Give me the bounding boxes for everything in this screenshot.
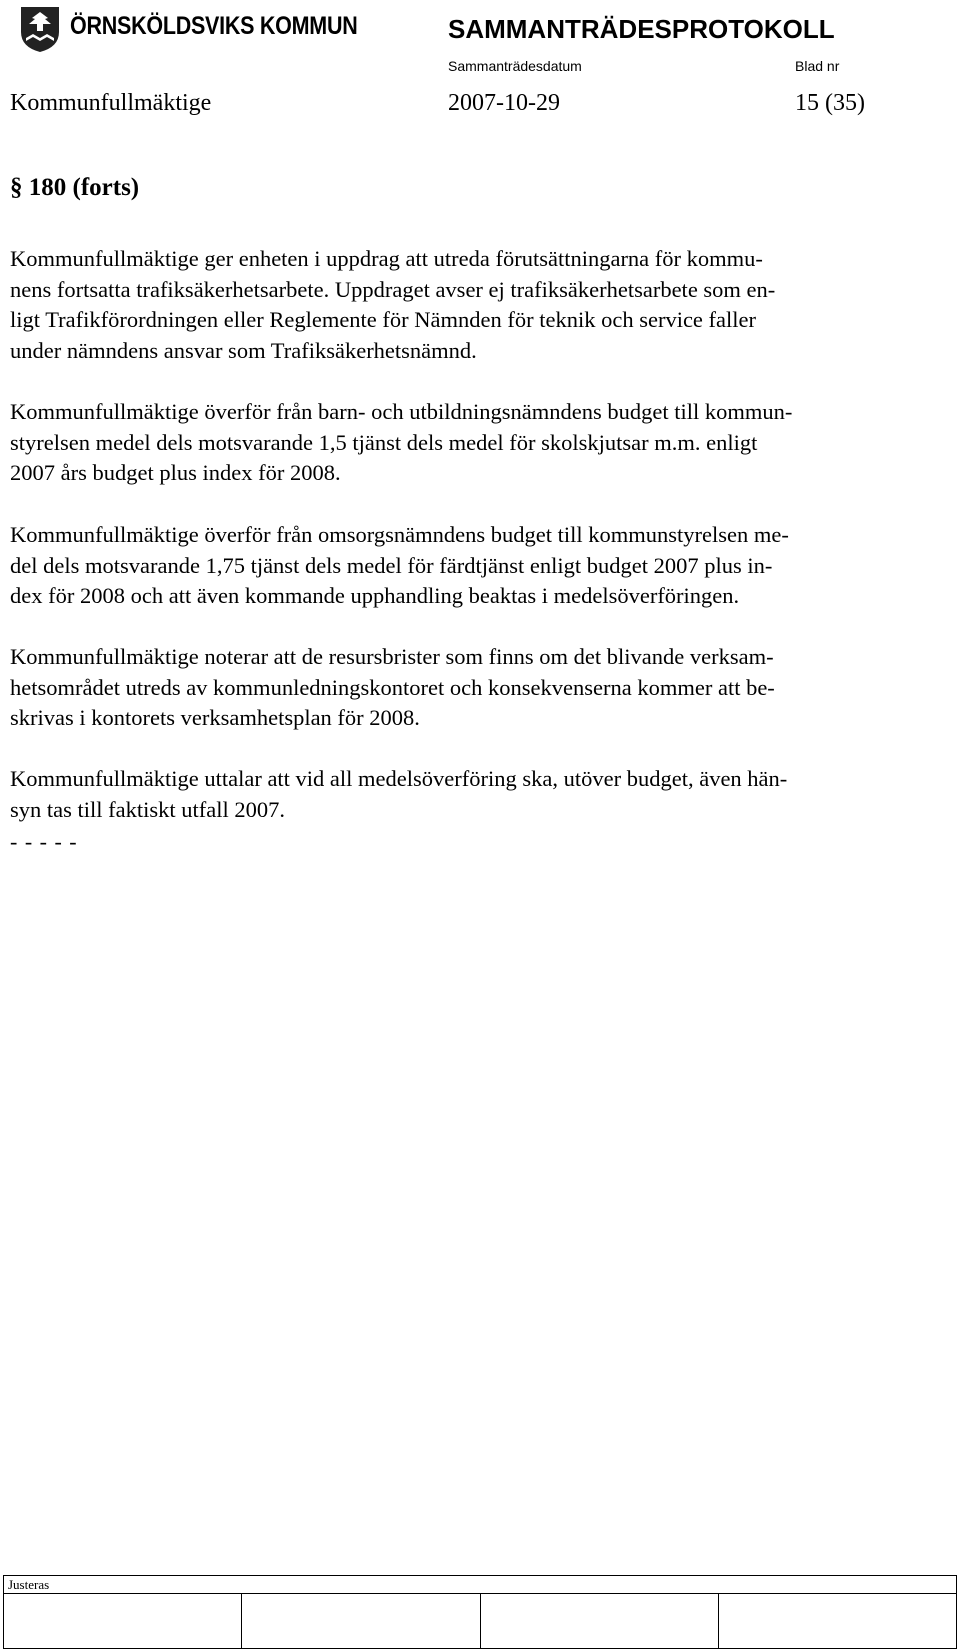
signature-cell-divider xyxy=(718,1593,719,1648)
meeting-date-label: Sammanträdesdatum xyxy=(448,58,582,74)
signature-cell-divider xyxy=(480,1593,481,1648)
text-line: Kommunfullmäktige uttalar att vid all medelsöverföring ska, utöver budget, även hän- xyxy=(10,766,788,791)
paragraph xyxy=(10,520,940,612)
text-line: hetsområdet utreds av kommunledningskontoret och konsekvenserna kommer att be- xyxy=(10,674,775,700)
coat-of-arms-icon xyxy=(18,4,62,54)
paragraph xyxy=(10,244,940,366)
text-line: Kommunfullmäktige ger enheten i uppdrag att utreda förutsättningarna för kommu- xyxy=(10,246,763,271)
paragraph xyxy=(10,642,940,734)
meeting-date: 2007-10-29 xyxy=(448,90,560,116)
section-title: § 180 (forts) xyxy=(10,174,140,201)
end-marker: - - - - - xyxy=(10,829,78,854)
text-line: 2007 års budget plus index för 2008. xyxy=(10,460,341,485)
signature-cell-divider xyxy=(241,1593,242,1648)
text-line: del dels motsvarande 1,75 tjänst dels medel för färdtjänst enligt budget 2007 plus in- xyxy=(10,552,773,578)
text-line: Kommunfullmäktige noterar att de resursbrister som finns om det blivande verksam- xyxy=(10,644,774,669)
meeting-body: Kommunfullmäktige xyxy=(10,90,212,116)
organization-name: ÖRNSKÖLDSVIKS KOMMUN xyxy=(70,12,358,40)
text-line: ligt Trafikförordningen eller Reglemente för Nämnden för teknik och service faller xyxy=(10,307,757,332)
text-line: Kommunfullmäktige överför från omsorgsnämndens budget till kommunstyrelsen me- xyxy=(10,522,789,547)
justeras-label: Justeras xyxy=(8,1577,50,1592)
justeras-signature-table xyxy=(3,1575,957,1649)
text-line: dex för 2008 och att även kommande upphandling beaktas i medelsöverföringen. xyxy=(10,583,740,608)
text-line: syn tas till faktiskt utfall 2007. xyxy=(10,796,285,822)
paragraph xyxy=(10,397,940,489)
text-line: Kommunfullmäktige överför från barn- och utbildningsnämndens budget till kommun- xyxy=(10,399,793,424)
text-line: nens fortsatta trafiksäkerhetsarbete. Uppdraget avser ej trafiksäkerhetsarbete som en- xyxy=(10,276,776,302)
page-number: 15 (35) xyxy=(795,90,865,116)
text-line: styrelsen medel dels motsvarande 1,5 tjänst dels medel för skolskjutsar m.m. enligt xyxy=(10,429,758,455)
document-type: SAMMANTRÄDESPROTOKOLL xyxy=(448,14,835,44)
paragraph xyxy=(10,764,940,825)
page-number-label: Blad nr xyxy=(795,58,840,74)
text-line: skrivas i kontorets verksamhetsplan för 2008. xyxy=(10,705,420,730)
text-line: under nämndens ansvar som Trafiksäkerhetsnämnd. xyxy=(10,337,477,363)
